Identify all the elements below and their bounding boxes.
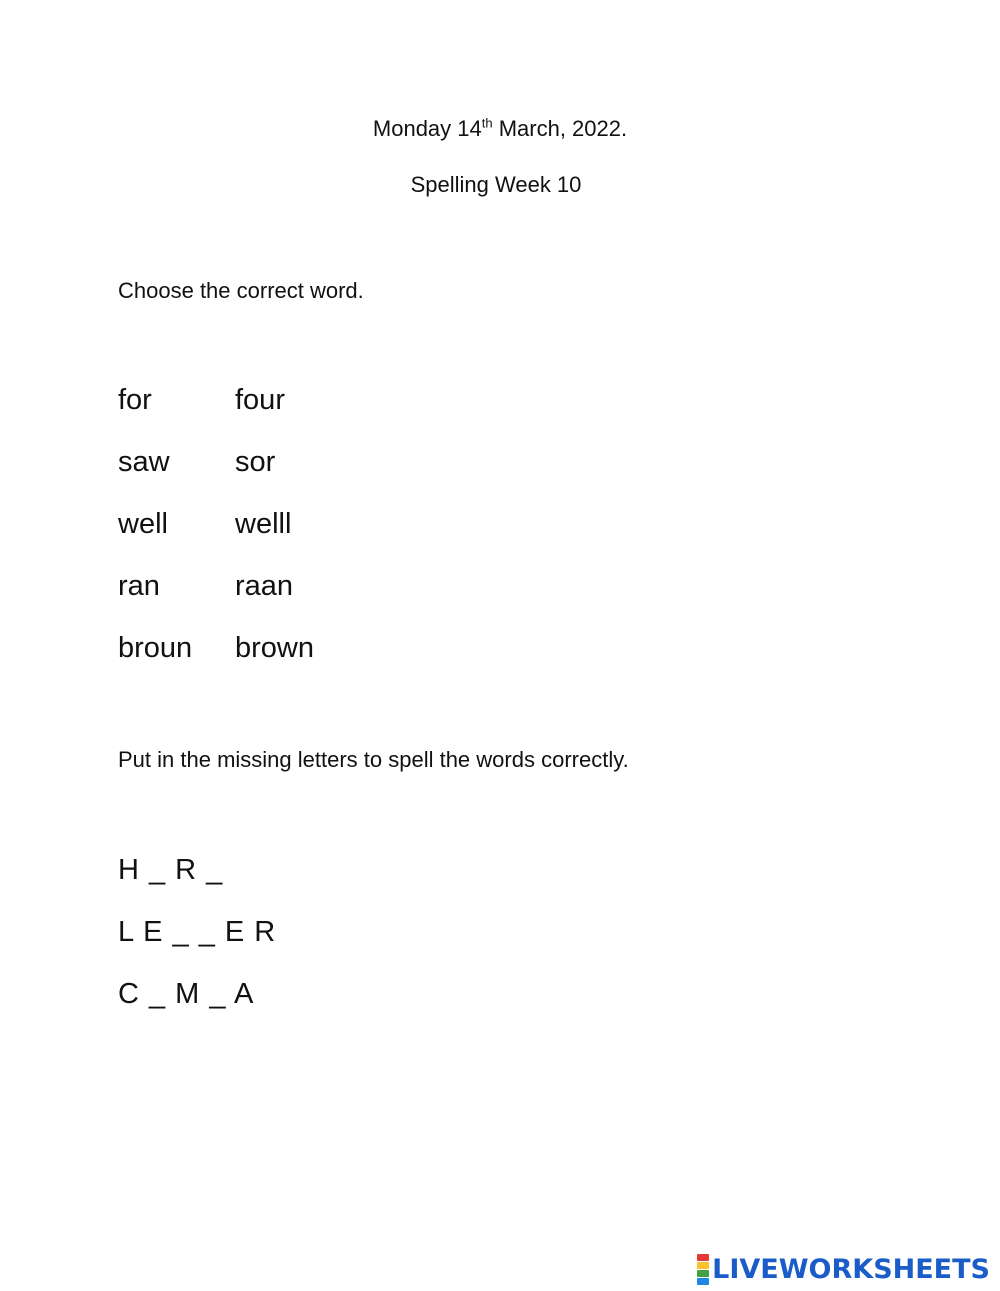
word-option[interactable]: welll	[235, 508, 292, 540]
word-option[interactable]: sor	[235, 446, 276, 478]
instruction-choose-word: Choose the correct word.	[118, 278, 364, 303]
missing-letters-item[interactable]: L E _ _ E R	[118, 916, 277, 948]
logo-blocks-icon	[697, 1254, 709, 1285]
word-option[interactable]: for	[118, 384, 152, 416]
worksheet-date	[0, 116, 1000, 142]
word-option[interactable]: saw	[118, 446, 170, 478]
date-rest: March, 2022.	[492, 116, 628, 141]
missing-letters-item[interactable]: C _ M _ A	[118, 978, 255, 1010]
word-option[interactable]: raan	[235, 570, 294, 602]
instruction-missing-letters: Put in the missing letters to spell the words correctly.	[118, 747, 629, 772]
word-option[interactable]: well	[118, 508, 168, 540]
word-option[interactable]: broun	[118, 632, 193, 664]
date-ordinal: th	[481, 115, 493, 131]
word-option[interactable]: ran	[118, 570, 160, 602]
liveworksheets-logo	[697, 1252, 990, 1286]
missing-letters-item[interactable]: H _ R _	[118, 854, 224, 886]
word-option[interactable]: four	[235, 384, 285, 416]
logo-text: LIVEWORKSHEETS	[712, 1253, 990, 1285]
worksheet-subtitle: Spelling Week 10	[410, 172, 582, 197]
date-day: Monday 14	[372, 116, 482, 141]
word-option[interactable]: brown	[235, 632, 314, 664]
